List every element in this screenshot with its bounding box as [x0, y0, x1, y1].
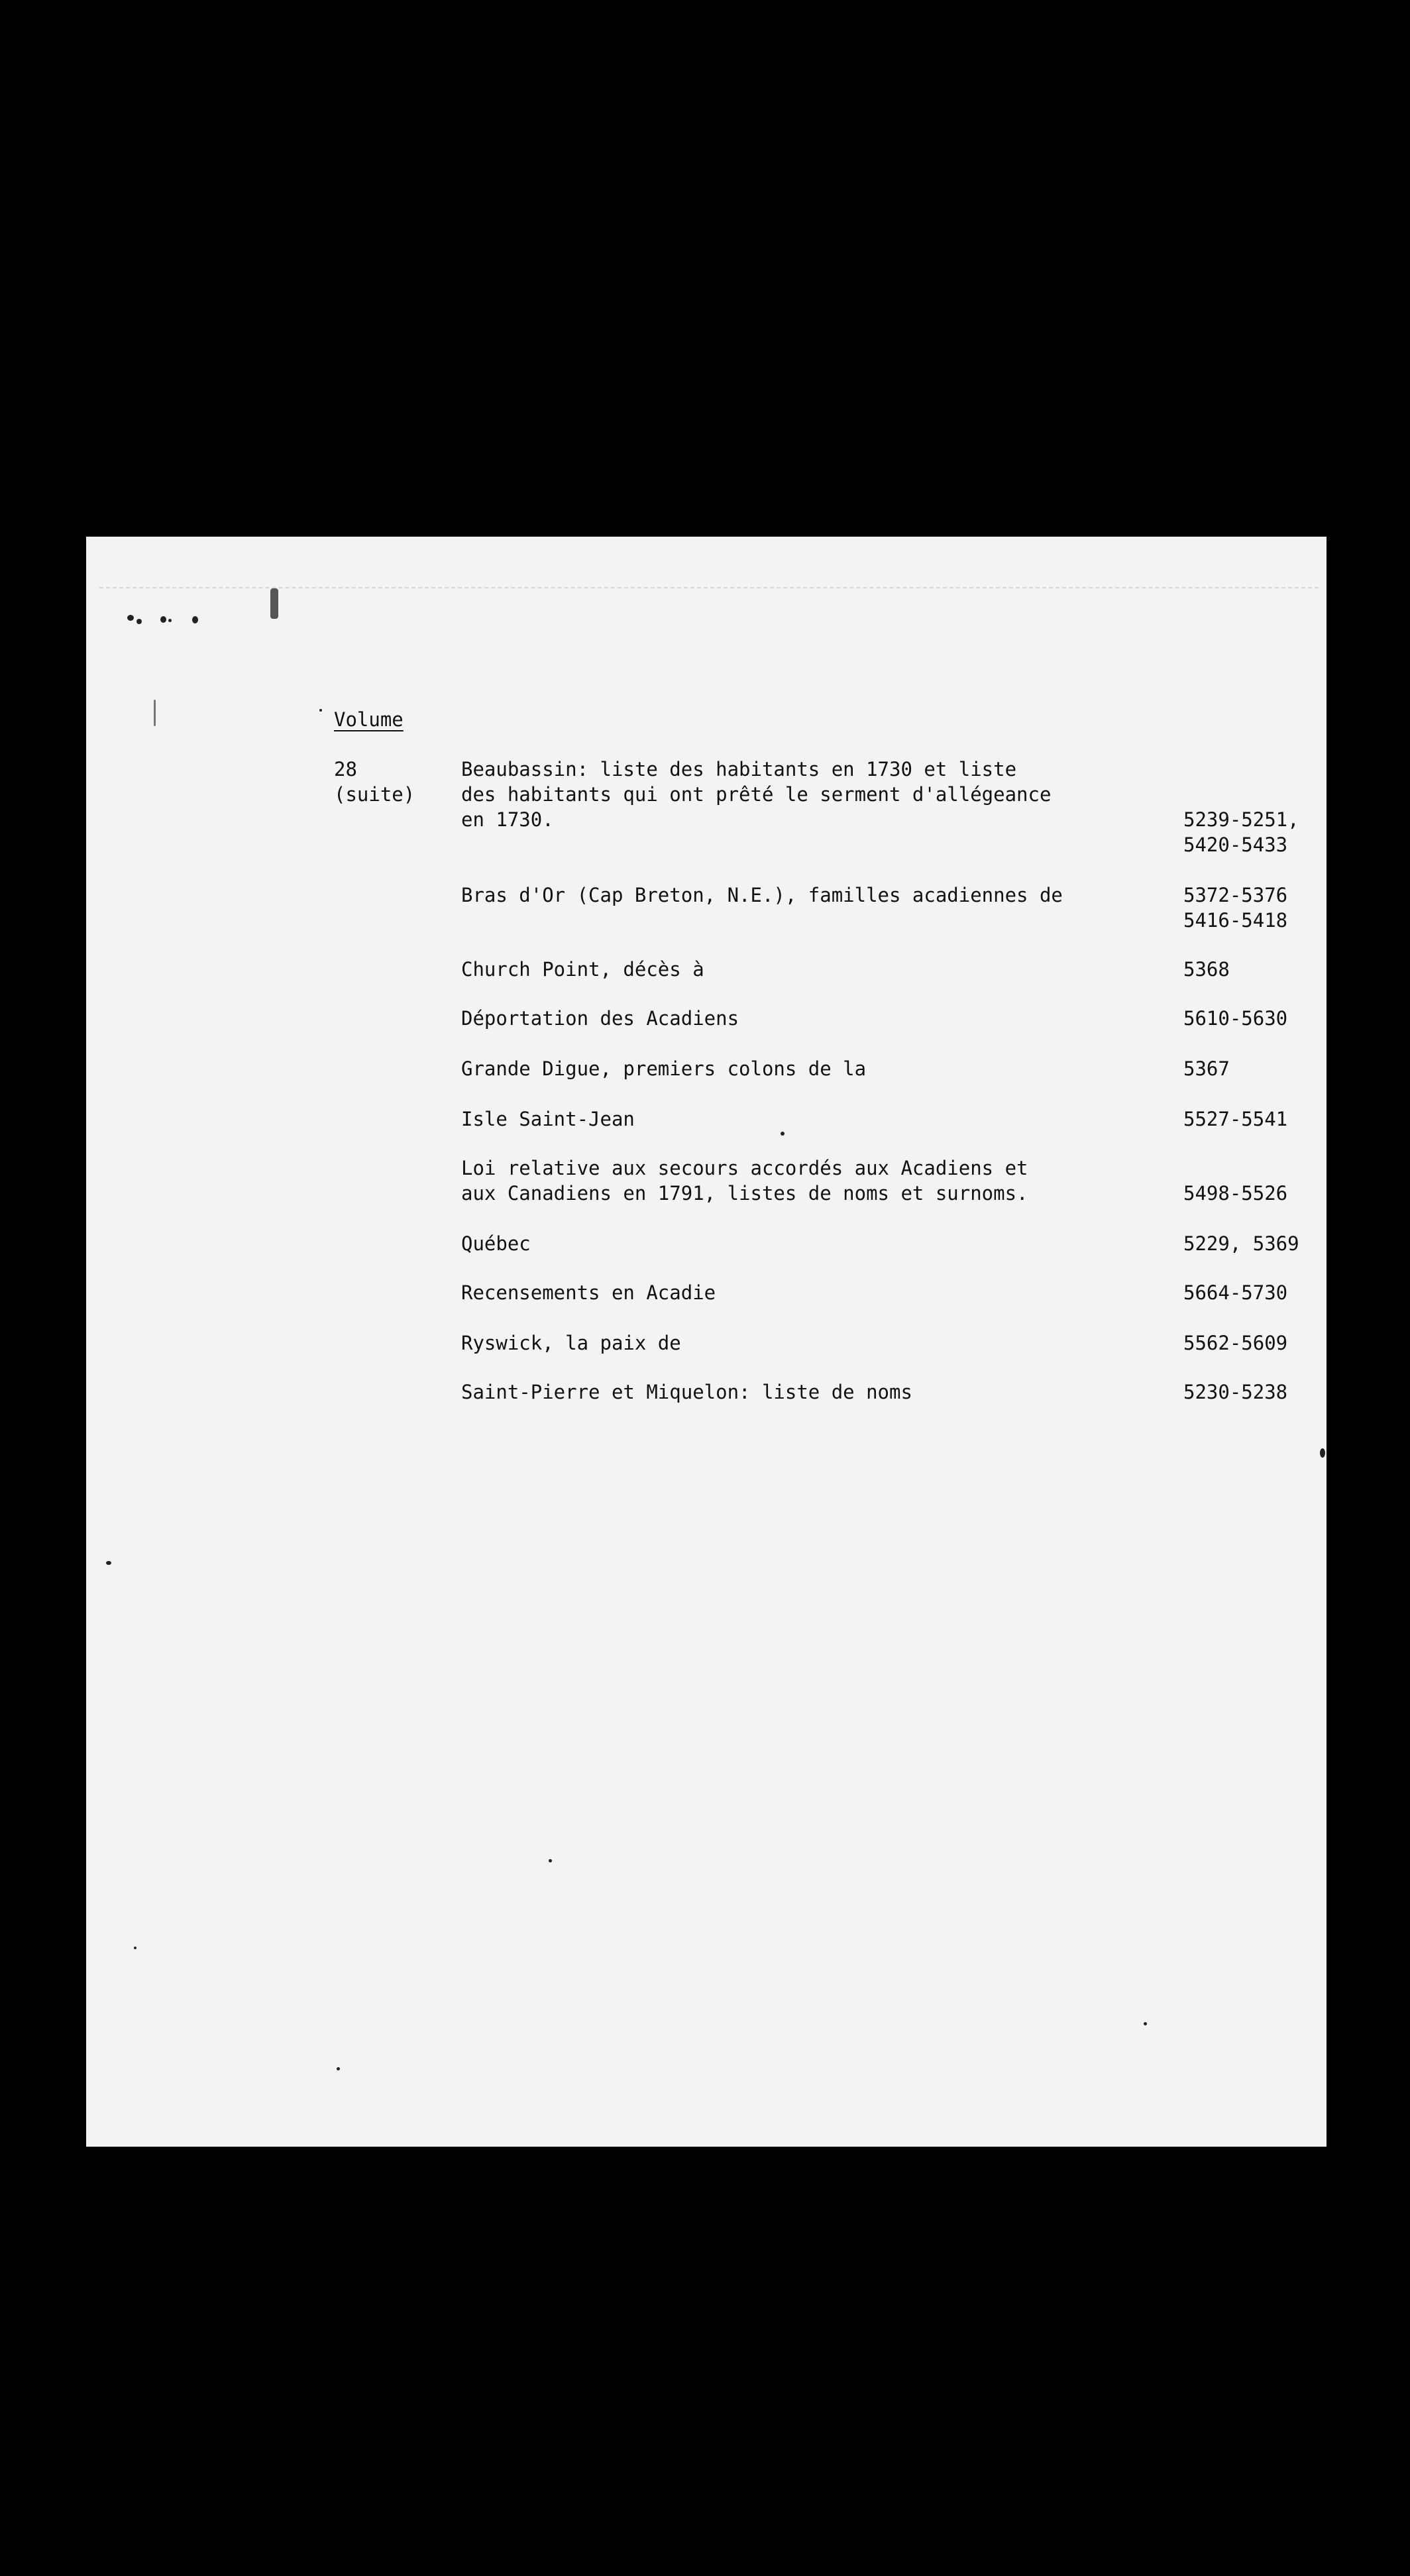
- entry-pages: 5610-5630: [1183, 1007, 1288, 1030]
- scan-speck: [154, 700, 156, 726]
- entry-pages: 5562-5609: [1183, 1332, 1288, 1354]
- scan-speck: [136, 619, 142, 624]
- entry-text: Québec: [461, 1232, 531, 1255]
- scan-speck: [1320, 1448, 1325, 1458]
- scan-speck: [134, 1947, 136, 1949]
- top-dashed-rule: [99, 587, 1319, 588]
- entry-text: Beaubassin: liste des habitants en 1730 et liste des habitants qui ont prêté le serment d'allégeance en 1730.: [461, 758, 1052, 831]
- scan-speck: [168, 619, 172, 622]
- scan-speck: [337, 2067, 340, 2070]
- scan-speck: [160, 616, 166, 623]
- entry-text: Loi relative aux secours accordés aux Acadiens et aux Canadiens en 1791, listes de noms et surnoms.: [461, 1157, 1028, 1205]
- scan-speck: [1144, 2022, 1147, 2025]
- entry-pages: 5368: [1183, 958, 1230, 981]
- entry-text: Déportation des Acadiens: [461, 1007, 739, 1030]
- scan-speck: [127, 615, 134, 621]
- scan-speck: [319, 709, 322, 712]
- volume-column-header: Volume: [334, 708, 404, 731]
- entry-pages: 5372-5376 5416-5418: [1183, 884, 1288, 932]
- scan-speck: [192, 616, 198, 623]
- entry-text: Recensements en Acadie: [461, 1281, 716, 1304]
- entry-text: Isle Saint-Jean: [461, 1108, 635, 1130]
- entry-pages: 5664-5730: [1183, 1281, 1288, 1304]
- entry-pages: 5229, 5369: [1183, 1232, 1299, 1255]
- volume-number: 28: [334, 758, 357, 780]
- entry-text: Church Point, décès à: [461, 958, 704, 981]
- entry-text: Bras d'Or (Cap Breton, N.E.), familles acadiennes de: [461, 884, 1063, 906]
- scan-speck: [781, 1132, 785, 1136]
- entry-text: Ryswick, la paix de: [461, 1332, 681, 1354]
- entry-pages: 5498-5526: [1183, 1182, 1288, 1205]
- document-page: [86, 537, 1327, 2147]
- entry-text: Grande Digue, premiers colons de la: [461, 1057, 867, 1080]
- volume-note: (suite): [334, 783, 415, 806]
- entry-text: Saint-Pierre et Miquelon: liste de noms: [461, 1381, 912, 1403]
- scan-speck: [270, 588, 278, 619]
- scan-speck: [549, 1859, 552, 1862]
- entry-pages: 5367: [1183, 1057, 1230, 1080]
- entry-pages: 5230-5238: [1183, 1381, 1288, 1403]
- scan-speck: [106, 1561, 111, 1565]
- entry-pages: 5239-5251, 5420-5433: [1183, 808, 1299, 856]
- entry-pages: 5527-5541: [1183, 1108, 1288, 1130]
